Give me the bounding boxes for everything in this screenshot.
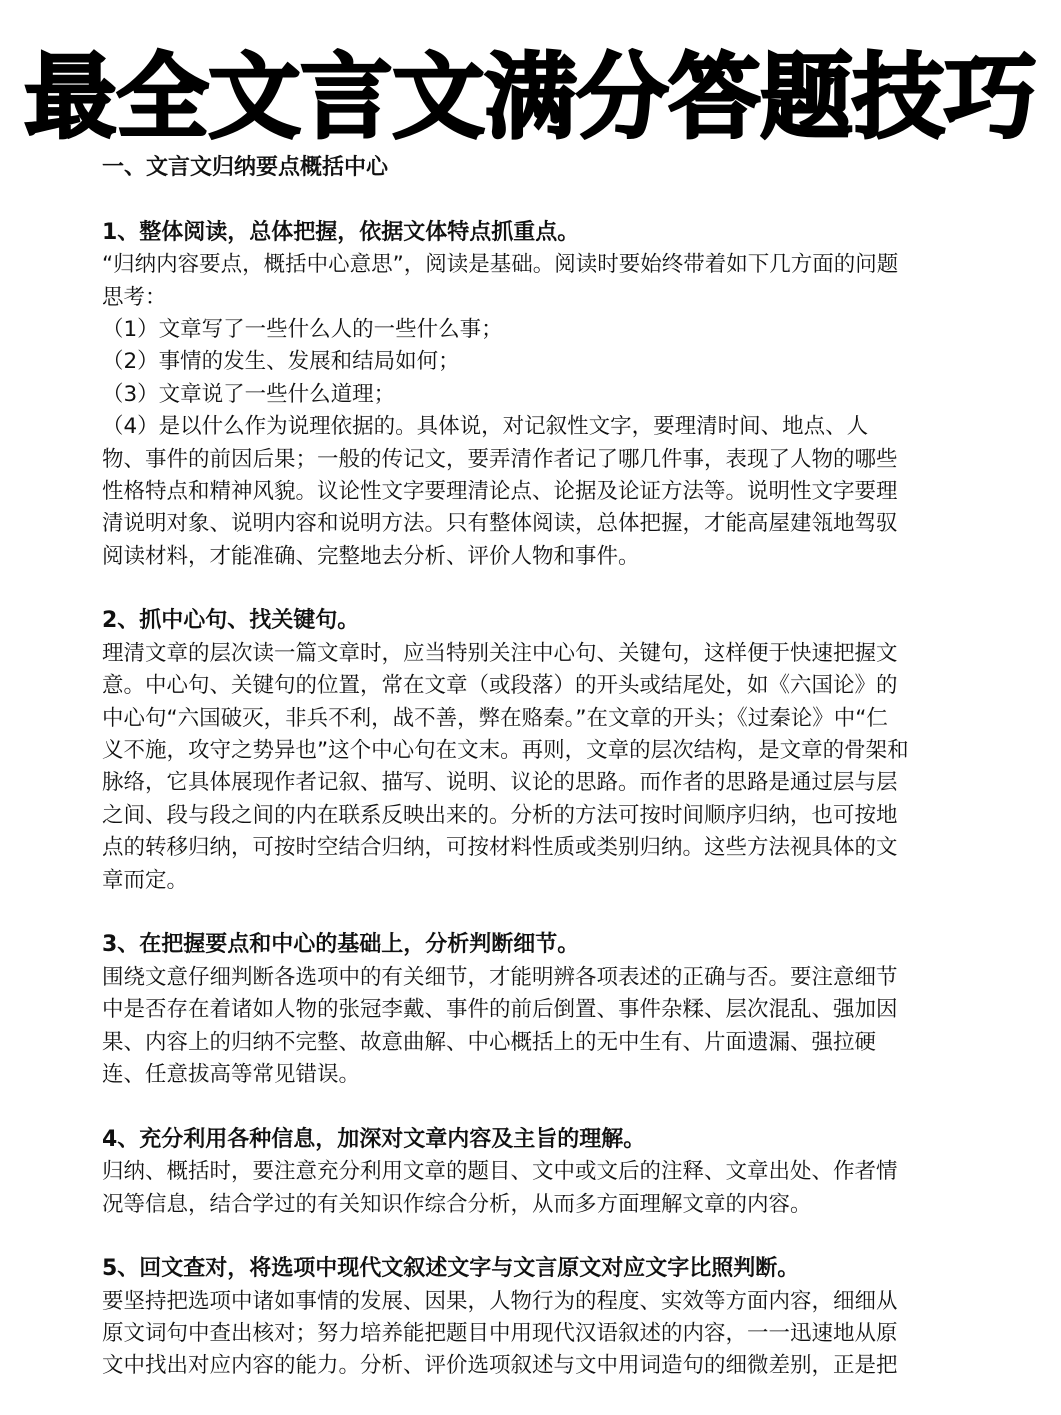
point-heading-4: 4、充分利用各种信息，加深对文章内容及主旨的理解。 [102,1126,646,1152]
spacer [102,1221,962,1253]
spacer [102,897,962,929]
paragraph-line: 况等信息，结合学过的有关知识作综合分析，从而多方面理解文章的内容。 [102,1191,812,1217]
spacer [102,184,962,216]
paragraph-line: 清说明对象、说明内容和说明方法。只有整体阅读，总体把握，才能高屋建瓴地驾驭 [102,511,898,537]
paragraph-line: “归纳内容要点，概括中心意思”，阅读是基础。阅读时要始终带着如下几方面的问题 [102,252,899,278]
paragraph-line: 归纳、概括时，要注意充分利用文章的题目、文中或文后的注释、文章出处、作者情 [102,1159,898,1185]
paragraph-line: 原文词句中查出核对；努力培养能把题目中用现代汉语叙述的内容，一一迅速地从原 [102,1321,898,1347]
point-heading-3: 3、在把握要点和中心的基础上，分析判断细节。 [102,932,580,958]
list-item: （3）文章说了一些什么道理； [102,381,396,407]
paragraph-line: 阅读材料，才能准确、完整地去分析、评价人物和事件。 [102,543,640,569]
paragraph-line: 果、内容上的归纳不完整、故意曲解、中心概括上的无中生有、片面遗漏、强拉硬 [102,1029,877,1055]
page-title: 最全文言文满分答题技巧 [24,44,1037,151]
paragraph-line: 中是否存在着诸如人物的张冠李戴、事件的前后倒置、事件杂糅、层次混乱、强加因 [102,997,898,1023]
paragraph-line: 文中找出对应内容的能力。分析、评价选项叙述与文中用词造句的细微差别，正是把 [102,1353,898,1379]
paragraph-line: 点的转移归纳，可按时空结合归纳，可按材料性质或类别归纳。这些方法视具体的文 [102,835,898,861]
paragraph-line: 脉络，它具体展现作者记叙、描写、说明、议论的思路。而作者的思路是通过层与层 [102,770,898,796]
list-item: （2）事情的发生、发展和结局如何； [102,349,460,375]
spacer [102,1091,962,1123]
paragraph-line: 连、任意拔高等常见错误。 [102,1061,361,1087]
paragraph-line: 物、事件的前因后果；一般的传记文，要弄清作者记了哪几件事，表现了人物的哪些 [102,446,898,472]
paragraph-line: 章而定。 [102,867,189,893]
point-heading-2: 2、抓中心句、找关键句。 [102,608,360,634]
section-heading: 一、文言文归纳要点概括中心 [102,155,389,180]
list-item: （4）是以什么作为说理依据的。具体说，对记叙性文字，要理清时间、地点、人 [102,414,869,440]
point-heading-5: 5、回文查对，将选项中现代文叙述文字与文言原文对应文字比照判断。 [102,1256,800,1282]
paragraph-line: 要坚持把选项中诸如事情的发展、因果，人物行为的程度、实效等方面内容，细细从 [102,1288,898,1314]
list-item: （1）文章写了一些什么人的一些什么事； [102,316,503,342]
paragraph-line: 之间、段与段之间的内在联系反映出来的。分析的方法可按时间顺序归纳，也可按地 [102,802,898,828]
paragraph-line: 义不施，攻守之势异也”这个中心句在文末。再则，文章的层次结构，是文章的骨架和 [102,738,909,764]
paragraph-line: 思考： [102,284,167,310]
document-body [102,152,962,1383]
paragraph-line: 理清文章的层次读一篇文章时，应当特别关注中心句、关键句，这样便于快速把握文 [102,640,898,666]
paragraph-line: 性格特点和精神风貌。议论性文字要理清论点、论据及论证方法等。说明性文字要理 [102,478,898,504]
paragraph-line: 中心句“六国破灭，非兵不利，战不善，弊在赂秦。”在文章的开头；《过秦论》中“仁 [102,705,888,731]
spacer [102,573,962,605]
point-heading-1: 1、整体阅读，总体把握，依据文体特点抓重点。 [102,219,580,245]
paragraph-line: 围绕文意仔细判断各选项中的有关细节，才能明辨各项表述的正确与否。要注意细节 [102,964,898,990]
paragraph-line: 意。中心句、关键句的位置，常在文章（或段落）的开头或结尾处，如《六国论》的 [102,673,898,699]
